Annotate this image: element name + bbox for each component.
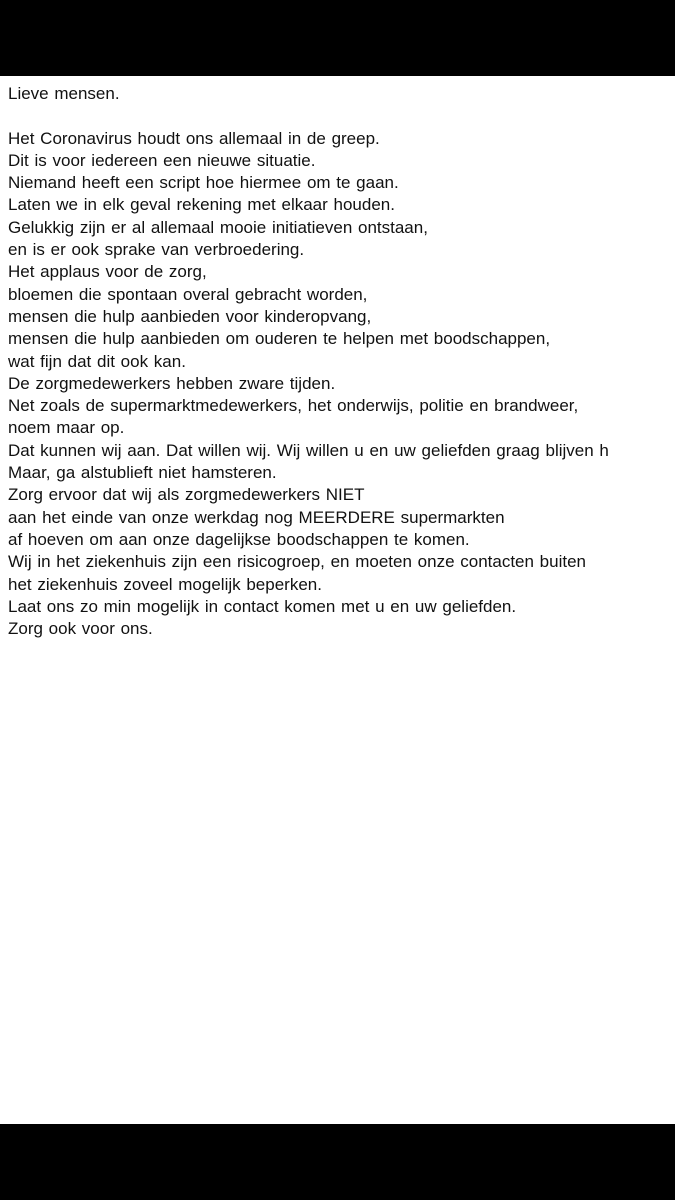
top-black-bar [0,0,675,76]
letter-line: Dat kunnen wij aan. Dat willen wij. Wij willen u en uw geliefden graag blijven h [8,440,609,460]
letter-text [8,83,675,640]
document-page [0,76,675,1124]
letter-line: Gelukkig zijn er al allemaal mooie initiatieven ontstaan, [8,217,428,237]
letter-line: aan het einde van onze werkdag nog MEERDERE supermarkten [8,507,505,527]
letter-line: Net zoals de supermarktmedewerkers, het onderwijs, politie en brandweer, [8,396,579,416]
letter-line: Dit is voor iedereen een nieuwe situatie. [8,150,316,170]
letter-line: en is er ook sprake van verbroedering. [8,240,305,260]
bottom-black-bar [0,1124,675,1200]
letter-line: Laten we in elk geval rekening met elkaar houden. [8,195,395,215]
letter-line: mensen die hulp aanbieden om ouderen te helpen met boodschappen, [8,329,551,349]
letter-greeting: Lieve mensen. [8,84,120,103]
letter-line: bloemen die spontaan overal gebracht worden, [8,284,368,304]
letter-line: af hoeven om aan onze dagelijkse boodschappen te komen. [8,529,470,549]
letter-line: Het Coronavirus houdt ons allemaal in de greep. [8,128,380,148]
letter-line: Zorg ervoor dat wij als zorgmedewerkers NIET [8,485,365,505]
blank-line [8,105,675,127]
letter-line: Het applaus voor de zorg, [8,262,207,282]
letter-line: noem maar op. [8,418,125,438]
letter-line: Zorg ook voor ons. [8,619,153,639]
letter-line: Wij in het ziekenhuis zijn een risicogroep, en moeten onze contacten buiten [8,552,587,572]
letter-line: mensen die hulp aanbieden voor kinderopvang, [8,306,372,326]
letter-line: De zorgmedewerkers hebben zware tijden. [8,373,336,393]
letter-line: wat fijn dat dit ook kan. [8,351,186,371]
letter-line: Niemand heeft een script hoe hiermee om te gaan. [8,173,399,193]
letter-line: Maar, ga alstublieft niet hamsteren. [8,463,277,483]
letter-line: Laat ons zo min mogelijk in contact komen met u en uw geliefden. [8,596,517,616]
letter-line: het ziekenhuis zoveel mogelijk beperken. [8,574,322,594]
